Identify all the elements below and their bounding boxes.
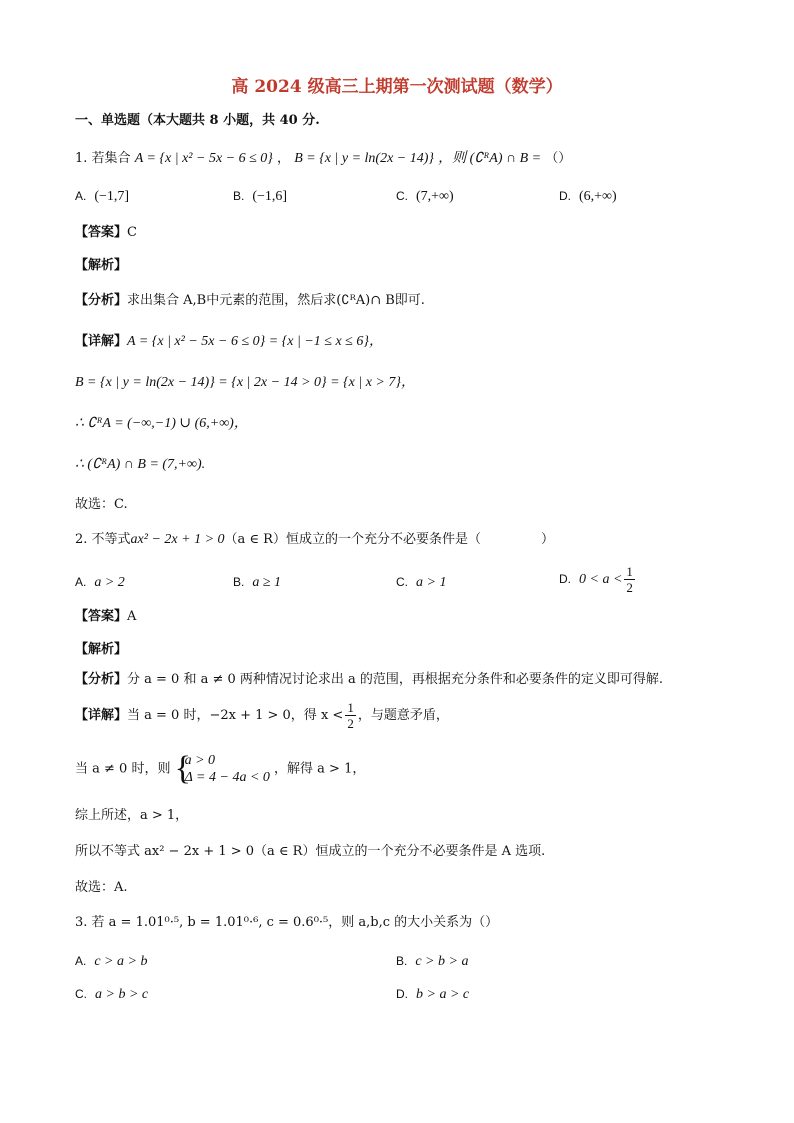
q2-close: ） [540,532,554,547]
fraction [624,564,635,595]
option-label: C. [396,189,408,203]
q2-inequality: ax² − 2x + 1 > 0 [130,532,225,547]
q2-final: 所以不等式 ax² − 2x + 1 > 0（a ∈ R）恒成立的一个充分不必要条件是 A 选项. [75,844,546,859]
q2-option-a [75,572,125,593]
q1-detail-step-2: B = {x | y = ln(2x − 14)} = {x | 2x − 14 > 0} = {x | x > 7}， [75,375,415,390]
option-label: D. [559,189,571,203]
option-label: A. [75,575,87,589]
option-text: c > b > a [415,954,469,969]
option-text: a > 1 [416,575,447,590]
q2-summary: 综上所述，a > 1， [75,808,189,823]
case-text: 当 a ≠ 0 时，则 [75,761,171,777]
option-text: a > b > c [95,987,149,1002]
fraction-denominator: 2 [626,580,633,595]
option-text: (7,+∞) [416,189,454,204]
q1-ask: ，则 (∁ᴿA) ∩ B = [438,151,542,166]
fenxi-text: 分 a = 0 和 a ≠ 0 两种情况讨论求出 a 的范围，再根据充分条件和必要条件的定义即可得解. [127,672,664,687]
fenxi-tag: 【分析】 [75,293,128,308]
q1-detail-step-1 [75,332,383,352]
equation-system [175,752,270,786]
q2-condition: （a ∈ R） [224,532,286,547]
case-text-end: ，与题意矛盾， [357,708,449,723]
option-label: D. [559,572,571,586]
q2-option-d [559,564,637,595]
q2-option-b [233,572,281,593]
answer-value: C [127,225,137,240]
q3-option-b [396,951,468,972]
q2-analysis-tag: 【解析】 [75,642,128,657]
q3-option-d [396,984,469,1005]
fraction [345,700,356,731]
q2-case-1 [75,700,449,731]
step-text: A = {x | x² − 5x − 6 ≤ 0} = {x | −1 ≤ x ≤ 6}， [127,334,383,349]
q2-ask: 恒成立的一个充分不必要条件是（ [285,532,481,547]
fraction-numerator: 1 [626,564,633,579]
system-row: a > 0 [184,753,216,768]
option-label: D. [396,987,408,1001]
option-text: (−1,7] [94,189,130,204]
q1-answer [75,223,137,243]
q1-set-b: B = {x | y = ln(2x − 14)} [294,151,434,166]
q3-option-a [75,951,147,972]
q2-fenxi [75,670,663,690]
q2-case-2 [75,752,365,786]
q1-stem [75,149,571,169]
q2-conclusion: 故选：A. [75,880,128,895]
q2-option-c [396,572,446,593]
option-label: C. [75,987,87,1001]
xiangjie-tag: 【详解】 [75,334,128,349]
option-text: c > a > b [94,954,148,969]
system-row: Δ = 4 − 4a < 0 [184,770,270,785]
answer-value: A [127,609,137,624]
xiangjie-tag: 【详解】 [75,708,128,723]
page-title: 高 2024 级高三上期第一次测试题（数学） [231,77,563,97]
fenxi-text: 求出集合 A,B中元素的范围，然后求(∁ᴿA)∩ B即可. [127,293,425,308]
option-text: (−1,6] [252,189,288,204]
brace-icon: { [174,750,191,787]
answer-tag: 【答案】 [75,225,128,240]
option-text: 0 < a < [579,572,623,587]
option-label: B. [233,575,245,589]
q1-prefix: 1. 若集合 [75,151,131,166]
case-text-end: ，解得 a > 1， [274,761,366,777]
q1-analysis-tag: 【解析】 [75,258,128,273]
q1-paren: （） [545,151,572,166]
option-text: a > 2 [94,575,125,590]
q1-option-c [396,186,454,207]
q2-prefix: 2. 不等式 [75,532,131,547]
section-heading: 一、单选题（本大题共 8 小题，共 40 分. [75,113,320,128]
option-label: C. [396,575,408,589]
option-text: b > a > c [416,987,470,1002]
q3-stem: 3. 若 a = 1.01⁰·⁵, b = 1.01⁰·⁶, c = 0.6⁰·⁵，则 a,b,c 的大小关系为（） [75,915,499,930]
q1-option-d [559,186,617,207]
q1-sep: ， [277,151,291,166]
q3-option-c [75,984,148,1005]
q1-detail-step-3: ∴ ∁ᴿA = (−∞,−1) ∪ (6,+∞)， [75,416,248,431]
q1-option-b [233,186,287,207]
option-label: B. [233,189,245,203]
q1-option-a [75,186,129,207]
q1-fenxi [75,291,425,311]
fenxi-tag: 【分析】 [75,672,128,687]
q2-stem [75,530,554,550]
option-label: A. [75,189,87,203]
fraction-denominator: 2 [347,716,354,731]
q1-set-a: A = {x | x² − 5x − 6 ≤ 0} [134,151,273,166]
option-text: a ≥ 1 [252,575,282,590]
option-label: A. [75,954,87,968]
option-text: (6,+∞) [579,189,617,204]
q1-conclusion: 故选：C. [75,497,128,512]
case-text: 当 a = 0 时，−2x + 1 > 0，得 x < [127,708,344,723]
q1-detail-step-4: ∴ (∁ᴿA) ∩ B = (7,+∞). [75,457,206,472]
answer-tag: 【答案】 [75,609,128,624]
option-label: B. [396,954,408,968]
q2-answer [75,607,136,627]
fraction-numerator: 1 [347,700,354,715]
